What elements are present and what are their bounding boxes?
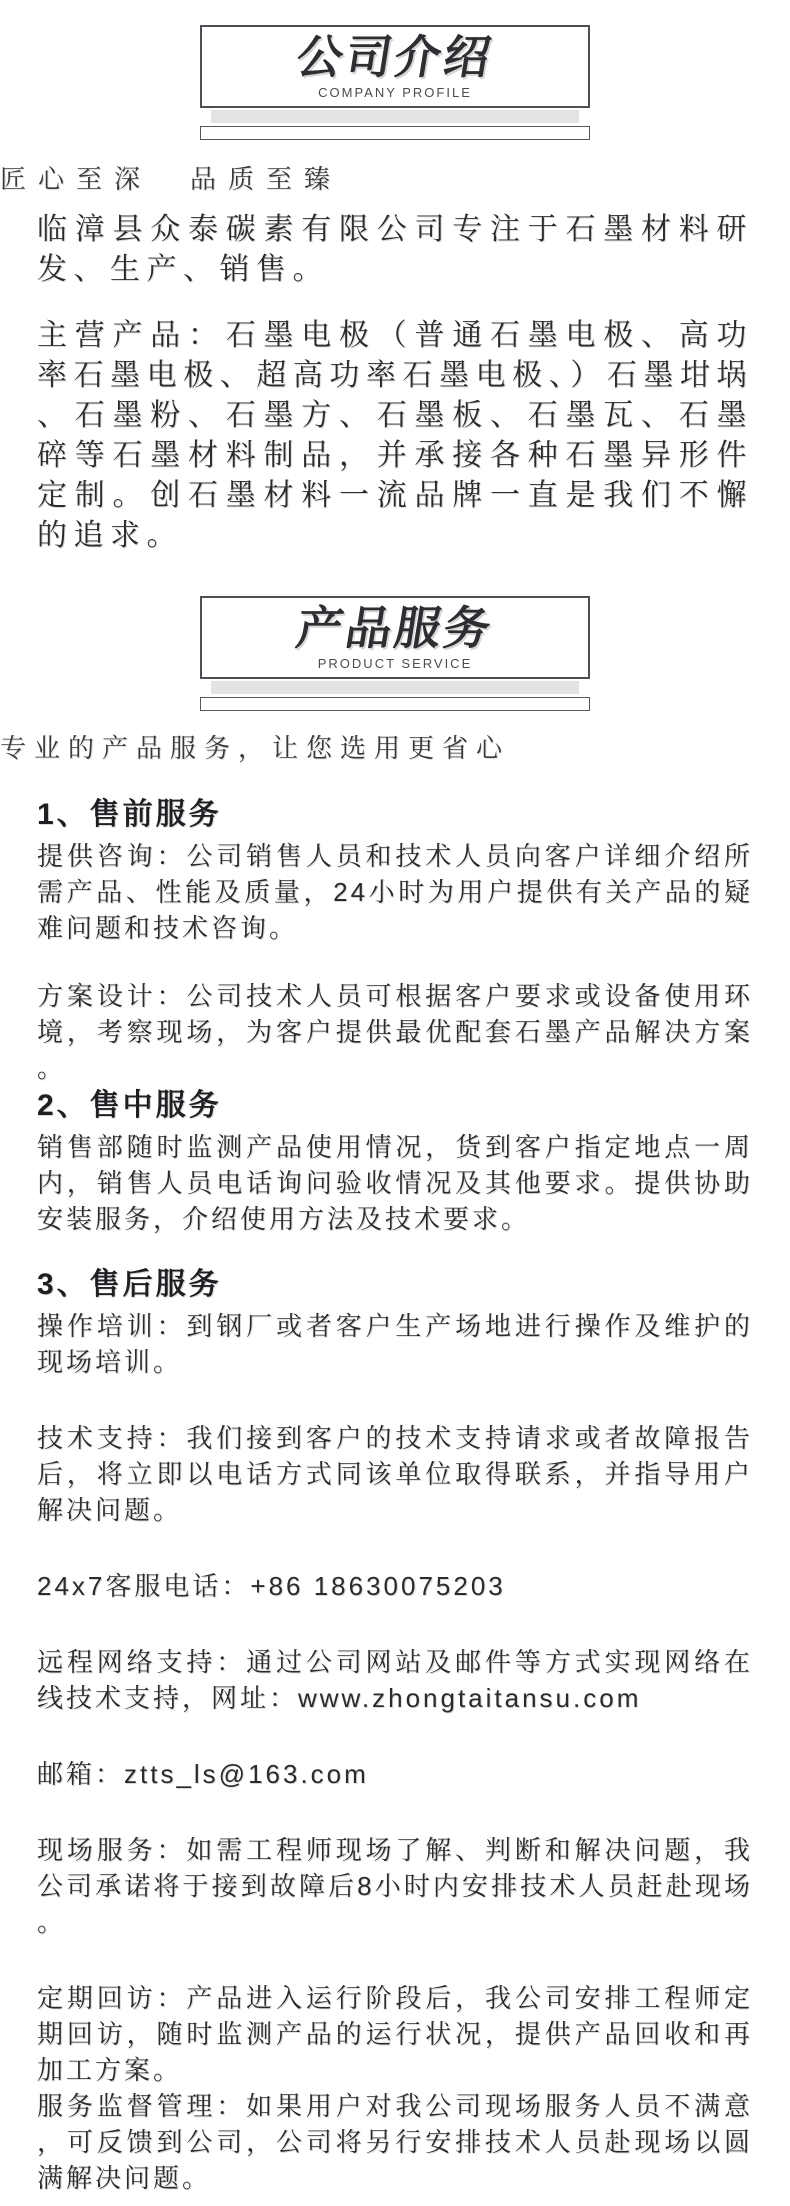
company-content — [0, 210, 790, 556]
pre-sale-consulting-paragraph: 提供咨询：公司销售人员和技术人员向客户详细介绍所需产品、性能及质量，24小时为用户提供有关产品的疑难问题和技术咨询。 — [37, 841, 753, 943]
service-banner-box — [200, 596, 590, 679]
company-banner-box — [200, 25, 590, 108]
service-banner — [200, 596, 590, 711]
service-banner-shadow-bar — [211, 681, 579, 694]
company-banner — [200, 25, 590, 140]
company-banner-title: 公司介绍 — [292, 31, 498, 83]
remote-support-paragraph: 远程网络支持：通过公司网站及邮件等方式实现网络在线技术支持，网址：www.zhongtaitansu.com — [37, 1647, 753, 1713]
tech-support-paragraph: 技术支持：我们接到客户的技术支持请求或者故障报告后，将立即以电话方式同该单位取得联系，并指导用户解决问题。 — [37, 1423, 753, 1525]
follow-up-paragraph: 定期回访：产品进入运行阶段后，我公司安排工程师定期回访，随时监测产品的运行状况，提供产品回收和再加工方案。 — [37, 1983, 753, 2085]
after-sale-heading: 3、售后服务 — [37, 1268, 222, 1301]
onsite-service-paragraph: 现场服务：如需工程师现场了解、判断和解决问题，我公司承诺将于接到故障后8小时内安排技术人员赶赴现场。 — [37, 1835, 753, 1937]
service-supervision-paragraph: 服务监督管理：如果用户对我公司现场服务人员不满意，可反馈到公司，公司将另行安排技术人员赴现场以圆满解决问题。 — [37, 2091, 753, 2193]
in-sale-paragraph: 销售部随时监测产品使用情况，货到客户指定地点一周内，销售人员电话询问验收情况及其他要求。提供协助安装服务，介绍使用方法及技术要求。 — [37, 1132, 753, 1234]
email-paragraph: 邮箱：ztts_ls@163.com — [37, 1759, 369, 1789]
company-banner-shadow-bar — [211, 110, 579, 123]
service-banner-title: 产品服务 — [292, 602, 498, 654]
company-section — [0, 25, 790, 556]
company-tagline: 匠心至深 品质至臻 — [0, 164, 343, 194]
company-banner-underline-bar — [200, 126, 590, 140]
pre-sale-heading: 1、售前服务 — [37, 798, 222, 831]
hotline-paragraph: 24x7客服电话：+86 18630075203 — [37, 1571, 506, 1601]
company-products-paragraph: 主营产品：石墨电极（普通石墨电极、高功率石墨电极、超高功率石墨电极、）石墨坩埚、石墨粉、石墨方、石墨板、石墨瓦、石墨碎等石墨材料制品，并承接各种石墨异形件定制。创石墨材料一流品牌一直是我们不懈的追求。 — [37, 319, 753, 552]
service-banner-underline-bar — [200, 697, 590, 711]
company-intro-paragraph: 临漳县众泰碳素有限公司专注于石墨材料研发、生产、销售。 — [37, 213, 753, 286]
solution-design-paragraph: 方案设计：公司技术人员可根据客户要求或设备使用环境，考察现场，为客户提供最优配套石墨产品解决方案。 — [37, 981, 753, 1083]
service-content — [0, 797, 790, 2196]
service-banner-subtitle: PRODUCT SERVICE — [317, 656, 473, 671]
company-banner-subtitle: COMPANY PROFILE — [318, 85, 472, 100]
operation-training-paragraph: 操作培训：到钢厂或者客户生产场地进行操作及维护的现场培训。 — [37, 1311, 753, 1377]
service-section — [0, 596, 790, 2196]
service-tagline: 专业的产品服务，让您选用更省心 — [0, 733, 511, 763]
in-sale-heading: 2、售中服务 — [37, 1089, 222, 1122]
